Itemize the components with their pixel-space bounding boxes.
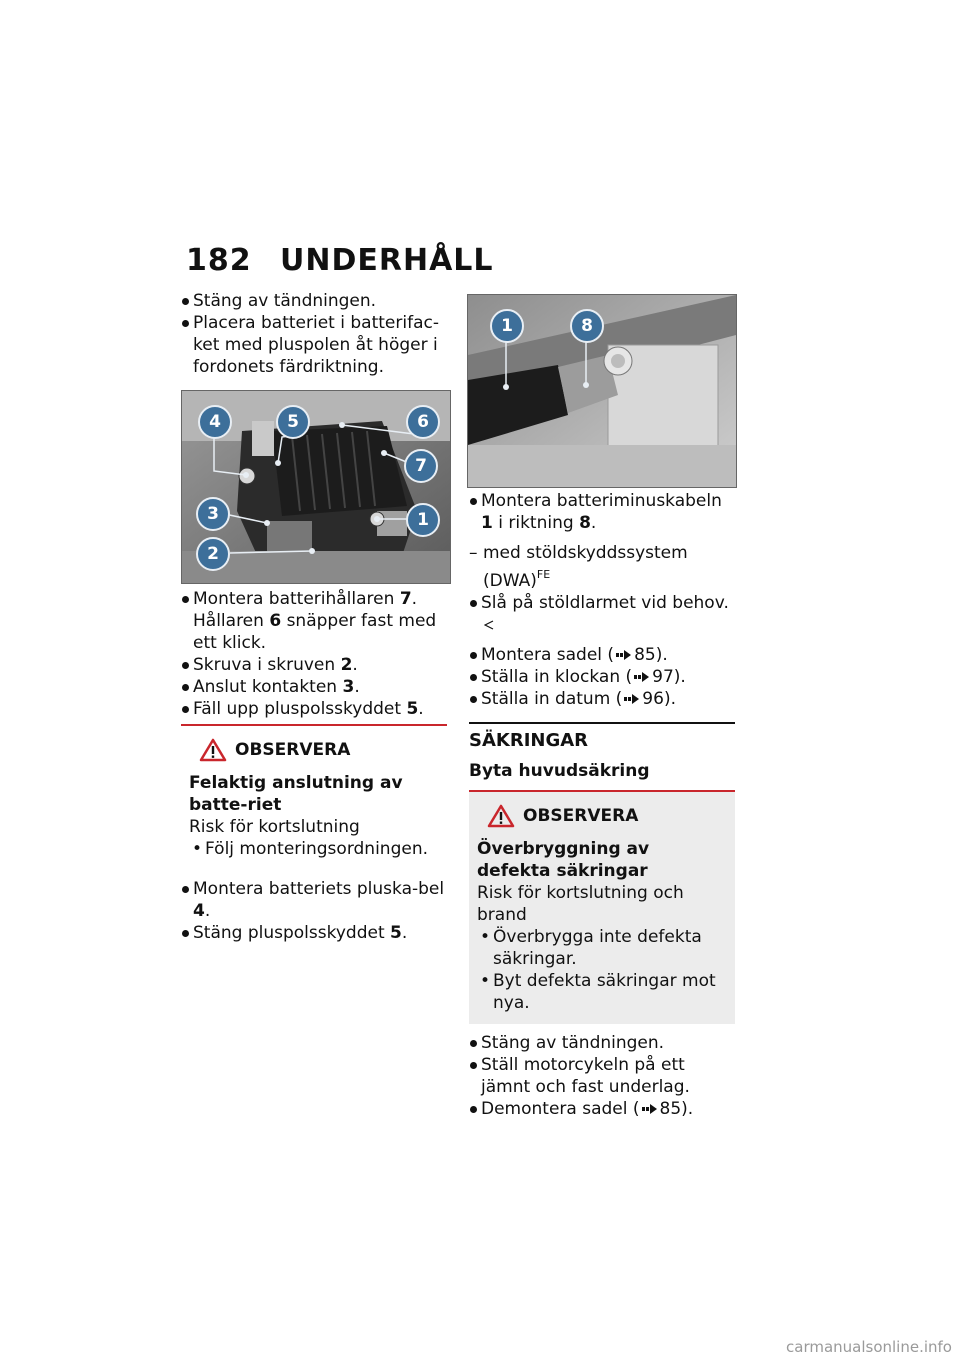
step-mount-minus: Montera batteriminuskabeln 1 i riktning 8. — [469, 490, 735, 534]
callout-8: 8 — [570, 309, 604, 343]
option-line: – med stöldskyddssystem (DWA)$^{FE}$ — [469, 542, 735, 592]
warning-item: • Överbrygga inte defekta säkringar. — [477, 926, 727, 970]
warning-risk: Risk för kortslutning — [189, 817, 360, 837]
step-alarm: Slå på stöldlarmet vid behov. — [469, 592, 735, 636]
minus-cable-photo — [467, 294, 737, 488]
callout-1: 1 — [490, 309, 524, 343]
section-end-icon — [484, 620, 494, 630]
step-close-cover: Stäng pluspolsskyddet 5. — [181, 922, 447, 944]
left-column — [181, 290, 447, 944]
right-column — [469, 490, 735, 1120]
step-screw: Skruva i skruven 2. — [181, 654, 447, 676]
warning-item: • Följ monteringsordningen. — [189, 838, 439, 860]
step-place-battery: Placera batteriet i batterifac-ket med pluspolen åt höger i fordonets färdriktning. — [181, 312, 447, 378]
callout-1: 1 — [406, 503, 440, 537]
callout-4: 4 — [198, 405, 232, 439]
warning-title: Felaktig anslutning av batte-riet — [189, 773, 403, 815]
option-superscript: FE — [536, 568, 551, 581]
page-title: UNDERHÅLL — [280, 243, 494, 278]
step-holder-clicks: Hållaren 6 snäpper fast med ett klick. — [193, 611, 437, 653]
subsection-title: Byta huvudsäkring — [469, 761, 650, 781]
step-fold-cover: Fäll upp pluspolsskyddet 5. — [181, 698, 447, 720]
callout-3: 3 — [196, 497, 230, 531]
step-mount-seat[interactable]: Montera sadel ( 85). — [469, 644, 735, 666]
step-level-ground: Ställ motorcykeln på ett jämnt och fast underlag. — [469, 1054, 735, 1098]
callout-7: 7 — [404, 449, 438, 483]
warning-heading: OBSERVERA — [199, 738, 439, 762]
page-ref-arrow-icon — [624, 693, 640, 705]
step-remove-seat[interactable]: Demontera sadel ( 85). — [469, 1098, 735, 1120]
step-mount-holder: Montera batterihållaren 7. — [181, 588, 447, 610]
callout-5: 5 — [276, 405, 310, 439]
warning-triangle-icon — [487, 804, 515, 828]
callout-2: 2 — [196, 537, 230, 571]
page-ref-arrow-icon — [634, 671, 650, 683]
page-header — [186, 243, 494, 278]
step-set-clock[interactable]: Ställa in klockan ( 97). — [469, 666, 735, 688]
section-title: SÄKRINGAR — [469, 722, 735, 752]
watermark: carmanualsonline.info — [786, 1338, 952, 1356]
step-ignition-off-2: Stäng av tändningen. — [469, 1032, 735, 1054]
warning-item: • Byt defekta säkringar mot nya. — [477, 970, 727, 1014]
step-mount-cable: Montera batteriets pluska-bel 4. — [181, 878, 447, 922]
step-set-date[interactable]: Ställa in datum ( 96). — [469, 688, 735, 710]
page-number: 182 — [186, 243, 252, 278]
warning-box-battery — [181, 724, 447, 870]
page-ref-arrow-icon — [642, 1103, 658, 1115]
callout-6: 6 — [406, 405, 440, 439]
warning-title: Överbryggning av defekta säkringar — [477, 839, 650, 881]
warning-heading: OBSERVERA — [487, 804, 727, 828]
battery-holder-photo — [181, 390, 451, 584]
step-ignition-off: Stäng av tändningen. — [181, 290, 447, 312]
step-connect: Anslut kontakten 3. — [181, 676, 447, 698]
page-ref-arrow-icon — [616, 649, 632, 661]
warning-triangle-icon — [199, 738, 227, 762]
warning-risk: Risk för kortslutning och brand — [477, 883, 684, 925]
warning-box-fuses — [469, 790, 735, 1024]
